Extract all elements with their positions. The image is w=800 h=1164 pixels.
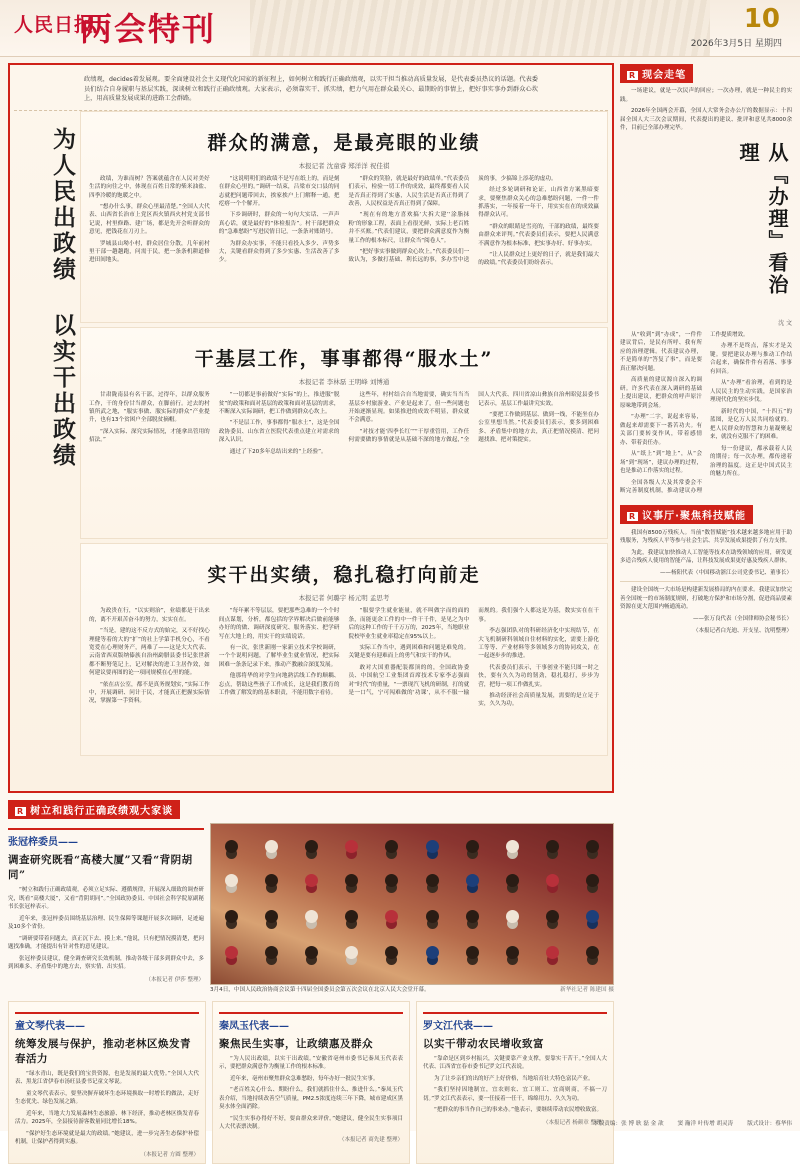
paragraph: 我国有8500万残疾人。当前“数智赋能”技术越来越多地应用于助残服务，为残疾人平等参与社会生活、共享发展成果提供了有力支撑。 (620, 529, 792, 545)
article-body (89, 391, 599, 456)
section-header (620, 64, 693, 83)
paragraph: “绿水青山，既是我们的宝贵资源，也是发展的最大优势。”全国人大代表、黑龙江省伊春市汤旺县委书记童文琴说。 (15, 1070, 199, 1086)
paragraph: 近年来，张冠梓委员围绕基层治理、民生保障等课题开展多次调研，足迹遍及10多个省份。 (8, 915, 204, 931)
speaker-name: 秦凤玉代表—— (219, 1020, 289, 1032)
column-byline: 沈 文 (778, 319, 792, 327)
paragraph: 这些年，村村结合自当地需要，确实当当当基层乡村旅游业、产业是起来了，但一些问题也开始逐渐显现。如果推进的成效不明显，群众就不会满意。 (348, 392, 470, 424)
article-byline: 本报记者 沈童睿 郑洋洋 祝佳祺 (298, 161, 390, 170)
paragraph: 通过了下20多年总结出来的“上经验”。 (229, 448, 327, 455)
paragraph: “对技才能‘四季长红’”“干厚重管用，工作任何需要做的事情就是从基础不深的地方做起，”全国人大代表、四川省凉山彝族自治州昭觉县委书记表示，基层工作最讲究实效。 (348, 392, 599, 444)
speaker-cards (8, 1001, 614, 1164)
article-byline: 本报记者 何璐宇 杨元明 孟思考 (298, 594, 390, 603)
paragraph: “为人民出政绩，以实干出政绩。”安徽省亳州市委书记秦凤玉代表表示，要把群众满意作为衡量工作的根本标准。 (219, 1055, 403, 1071)
feature-童文琴 (8, 1001, 206, 1164)
paragraph: “依在店公室，都不是真务规划实，”实际工作中，开展调研、问计于民，才能真正把握实际情况，掌握第一手资料。 (89, 681, 210, 705)
section-header (8, 800, 180, 819)
paragraph: “想办什么事，群众心里最清楚。”全国人大代表、山西省长治市上党区西火镇西火村党支部书记说，村里修路、建广场，都是先开会听群众的意见，把钱花在刀刃上。 (89, 204, 210, 236)
paragraph: 一场建议，就是一次民声的回应；一次办理，就是一种民主的实践。 (620, 88, 792, 103)
feature-秦凤玉 (212, 1001, 410, 1164)
paragraph: “现在有的地方喜欢搞‘大拆大建’‘涂脂抹粉’的形象工程，表面上看很光鲜，实际上老百姓并不买账。”代表们建议，要把群众满意度作为衡量工作的根本标尺，让群众当“阅卷人”。 (348, 212, 470, 244)
paragraph: 建设全国统一大市场是构建新发展格局的内在要求。我建议加快完善全国统一的市场制度规则，打破地方保护和市场分割，促进商品要素资源在更大范围内畅通流动。 (620, 587, 792, 611)
paragraph: 每一份建议，都承载着人民的期待；每一次办理，都传递着治理的温度。这正是中国式民主的魅力所在。 (710, 445, 792, 478)
paragraph: 从“纸上”到“地上”，从“会场”到“现场”，建议办理的过程，也是推动工作落实的过程。 (620, 451, 702, 475)
speaker-title: 聚焦民生实事，让政绩惠及群众 (219, 1037, 373, 1050)
section-marker: R (629, 511, 637, 521)
speaker-block (423, 1012, 607, 1126)
paragraph: 从“收到”到“办成”，一件件建议背后，是民有所呼、我有所应的治理逻辑。代表建议办理，不是简单的“答复了事”，而是要真正解决问题。 (620, 331, 702, 372)
speaker-block (8, 828, 204, 983)
feature-张冠梓 (8, 823, 204, 995)
speaker-name: 张冠梓委员—— (8, 837, 78, 848)
paragraph: 代表委员们表示，干事创业不能只图一时之快，要有久久为功的韧劲，稳扎稳打，步步为营，把每一项工作做扎实。 (478, 664, 599, 688)
column-议事厅 (620, 504, 792, 635)
paragraph: “树立和践行正确政绩观，必须立足实际、遵循规律，开展深入细致的调查研究，既看“高楼大厦”，又看“背阴胡同”。”全国政协委员、中国社会科学院原副秘书长张冠梓表示。 (8, 887, 204, 911)
speaker-name: 罗文江代表—— (423, 1020, 493, 1032)
paragraph: 童文琴代表表示，要坚决摒弃破坏生态环境换取一时增长的做法，走好生态优先、绿色发展之路。 (15, 1090, 199, 1106)
paragraph: “一切都是事前做好“实际”的上，推进服“脱贫”的政策和面对基层的政策和面对基层的需求，不断深入实际调研，把工作做到群众心坎上。 (218, 392, 340, 415)
right-column (620, 63, 792, 1132)
speaker-signature: （本报记者 商先建 整理） (339, 1136, 403, 1143)
paragraph: “保护好生态环境就是最大的政绩。”她建议，进一步完善生态保护补偿机制，让保护者得到实惠。 (15, 1130, 199, 1146)
paragraph: 从“办理”看治理，看到的是人民民主的生动实践，是国家治理现代化的坚实步伐。 (710, 380, 792, 404)
paragraph: 李志强团队对的科研经济化中实现结节，在大飞机制研科领域自住材料的实化，需要上游化工等等、产业材料等多领域多方的协同攻关，在一起逐步步的推进。 (478, 628, 599, 660)
speaker-title: 统筹发展与保护，推动老林区焕发青春活力 (15, 1037, 191, 1065)
section-header-label: 树立和践行正确政绩观大家谈 (30, 806, 174, 817)
paragraph: 为群众办实事，不能只看投入多少、声势多大，关键看群众得到了多少实惠、生活改善了多少。 (218, 240, 340, 264)
column-现会走笔 (620, 63, 792, 496)
paragraph: 政绩，为谁而树？答案就蕴含在人民对美好生活的向往之中，体现在百姓日常的柴米油盐、四季冷暖的饱暖之中。 (89, 175, 210, 199)
attribution: ——杨阳代表（中国移动浙江公司党委书记、董事长） (659, 569, 792, 576)
footer-layout: 版式设计：蔡华伟 (747, 1121, 792, 1127)
footer-editors: 本版责编：张 博 耿 磊 金 歆 (593, 1121, 664, 1127)
conference-photo (210, 823, 614, 985)
photo-caption-row (210, 987, 614, 995)
paragraph: “靠命是区到乡村振兴，关键要靠产业支撑，要靠实干苦干。”全国人大代表、江西省宜春市委书记罗文江代表说。 (423, 1055, 607, 1071)
paragraph: “我们坚持因地制宜，宜农则农、宜工则工、宜商则商，不搞一刀切。”罗文江代表表示，要一任接着一任干，绵绵用力、久久为功。 (423, 1087, 607, 1102)
paragraph: 甘肃陇南县有名干部，过得年，以群众服务工作，干的身份甘当群众，在脚前行。过去的村镇所武之地，“服实事做、服实际的群众”产业提升，也有13个贫困户全部脱贫摘帽。 (89, 392, 210, 424)
paragraph: 张冠梓委员建议，健全调查研究长效机制，推动各级干部多到群众中去，多到困难多、矛盾集中的地方去，察实情、出实招。 (8, 955, 204, 971)
paragraph: “调研要带着问题去，真正沉下去、摸上来。”他说，只有把情况摸清楚，把问题找准确，才能提出有针对性的意见建议。 (8, 935, 204, 951)
feature-罗文江 (416, 1001, 614, 1164)
paragraph: 全国各级人大及其常委会不断完善制度机制，推动建议办理工作提质增效。 (620, 331, 749, 495)
paragraph: “当是，建的这不反方式的始完，又不好找心理健等着的大的“扩”的社上学第手机分心，不看宽爱在心理财务产，两难了——这是大大代表、云南省西双版纳傣族自治州勐腊县委书记张世新都不断努笔记上，记对解决的进工主居作效，如何建议要再图的论一项同规模在心里的能。 (89, 628, 210, 677)
paragraph: 办理不是终点，落实才是关键。要把建议办理与推动工作结合起来，确保件件有着落、事事有回音。 (710, 343, 792, 375)
discussion-section (8, 799, 614, 1164)
article-body (89, 175, 599, 268)
photo-credit: 新华社记者 陈建国 摄 (560, 987, 614, 993)
paragraph: 他那将华的对学生向地熟活线工作的顺耦、忘点，帮助这些孩子工作成长，这是我们教育的工作做了解发的的基本职责，不能用数字看待。 (218, 673, 340, 696)
paragraph: “让人民群众过上更好的日子，就是我们最大的政绩。”代表委员们纷纷表示。 (478, 251, 599, 267)
photo-block (210, 823, 614, 995)
page-footer (8, 1119, 792, 1127)
masthead (0, 0, 800, 57)
speaker-signature: （本报记者 伊莎 整理） (145, 976, 204, 983)
paragraph: 近年来，当地大力发展森林生态旅游、林下经济，推动老林区焕发青春活力。2025年，全县接待游客数量同比增长18%。 (15, 1110, 199, 1126)
paragraph: 经过多轮调研和论证，山西省方案黑暗要求，要聚焦群众关心的急难愁盼问题，一件一件抓落实，一年接着一年干，用实实在在的成效赢得群众认可。 (478, 187, 599, 219)
article-title: 干基层工作，事事都得“服水土” (194, 348, 494, 371)
paragraph: 下乡调研时，群众的一句句大实话、一声声真心话，就是最好的“体检报告”。村干部把群众的“急难愁盼”写进民情日记，一条条对账销号。 (218, 212, 340, 236)
article (80, 543, 608, 755)
speaker-signature: （本报记者 杨颜章 整理） (543, 1119, 607, 1126)
speaker-text (8, 886, 204, 972)
article-body (89, 607, 599, 708)
paragraph: “要把工作做到基层、做到一线，不能坐在办公室里想当然。”代表委员们表示，要多到困难多、矛盾集中的地方去，真正把情况摸清、把问题找准、把对策提实。 (478, 411, 599, 444)
section-marker: R (17, 807, 25, 816)
paragraph: “每年累不等层层，要把那些急难的一个个时间点谋划，分析，都包括的学界解决后做前能够办好的的做、调研深度研究、服务落实、把学研写在大地上的，用实干的实绩说话。 (218, 608, 340, 640)
article-list (80, 111, 608, 756)
speaker-block (15, 1012, 199, 1158)
paragraph: 近年来，亳州市聚焦群众急难愁盼，每年办好一批民生实事。 (230, 1075, 379, 1082)
paragraph: 为了让乡亲们的出的好产上好价格，当地培育壮大特色富民产业。 (434, 1075, 594, 1082)
editor-note: （本报记者白光迪、开支星、沈明整理） (692, 627, 792, 634)
special-title: 两会特刊 (80, 10, 217, 48)
speaker-name: 童文琴代表—— (15, 1020, 85, 1032)
column-lead (620, 87, 792, 133)
speaker-title: 以实干带动农民增收致富 (423, 1037, 544, 1050)
paragraph: “不是层工作，事事都得“服水土”，这是全国政协委员、山东省立医院代表重点建立对需求的深入认识。 (218, 420, 340, 444)
column-body (620, 529, 792, 635)
paragraph: “办理”二字，说起来容易，做起来却需要下一番苦功夫。有关部门要转变作风，带着感情办、带着责任办。 (620, 414, 702, 446)
column-vertical-title: 从『办理』看治理 (736, 141, 789, 296)
paragraph: 推动经济社会高质量发展，需要的是立足于实，久久为功。 (478, 693, 599, 708)
speaker-signature: （本报记者 方圆 整理） (140, 1151, 199, 1158)
masthead-decoration (250, 0, 710, 56)
paragraph: 为此，我建议加快推动人工智能等技术在助残领域的应用，研发更多适合残疾人使用的智能产品，让科技发展成果更好惠及残疾人群体。 (620, 549, 792, 565)
section-header (620, 505, 753, 524)
main-column (8, 63, 614, 1158)
paragraph: “深入实际、深究实际情况，才能拿出管用的招法。” (89, 428, 210, 444)
speaker-text (15, 1070, 199, 1147)
paragraph: 有一次，张世新刚一家新立技术学校调研，一个个说明问题，了解毕业生就业情况，把实际困难一条条记录下来，推动产教融合深度发展。 (218, 645, 340, 668)
page-number: 10 (743, 4, 780, 34)
paragraph: 敢对大国重器配装都顶的的，全国政协委员、中国航空工业集团首席技术专家李志强面对“时代”的重量，“一票现汽飞机的研制，打的就是一口气，宁可闯难做的‘功课’，从不不服一输而规的。我们强个人都这是为基，数实实在在干事。 (348, 608, 599, 696)
paragraph: 高质量的建议源自深入的调研。许多代表在深入调研的基础上提出建议，把群众的呼声原汁原味地带到会场。 (620, 377, 702, 409)
page-body (0, 57, 800, 1158)
footer-editors-2: 窦 瀚洋 叶传增 胡灵涛 (677, 1121, 734, 1127)
article-byline: 本报记者 李林磊 王明峰 刘博通 (298, 378, 390, 387)
paragraph: “这说明明们的政绩不是写在纸上的，而是刻在群众心里的。”调研一结束，吕梁市交口县的同志就把问题带回去，挨家挨户上门解释一通，把疙瘩一个个解开。 (218, 175, 340, 207)
paragraph: “服要学生就业能量，就不叫做字而的面的条，而能更余工件的中一件干千件，是见之为中后的这种工作的千千万万的，2025年，当地职业院校毕业生就业率稳定在95%以上。 (348, 608, 470, 640)
paragraph: 为政贵在行，“以实则治”，业绩都是干出来的，离不开艰苦奋斗的努力，实实在在。 (89, 608, 210, 623)
paragraph: 实际工作当中，遇到困难和问题是难免的。关键是要有迎难而上的勇气和实干的作风。 (348, 645, 470, 660)
article (80, 327, 608, 539)
paragraph: 2026年全国两会开幕，全国人大常务会办公厅的数据显示：十四届全国人大三次会议期间，代表提出的建议、批评和意见共8000余件，目前已全部办理完毕。 (620, 108, 792, 132)
intro-paragraph: 政绩观，decides着发展观。要全面建设社会主义现代化国家的新征程上，如何树立和践行正确政绩观，以实干担当推动高质量发展，是代表委员热议的话题。代表委员们结合自身履职与基层实践，深谈树立和践行正确政绩观。大家表示，必须靠实干、抓实绩，把力气用在群众最关心、最期盼的事情上，把好事实事办到群众心坎上，用高质量发展成果的进路工会群路。 (14, 69, 608, 111)
attribution: ——张万良代表（全国律师协会秘书长） (692, 615, 792, 622)
speaker-title: 调查研究既看“高楼大厦”又看“背阴胡同” (8, 854, 193, 881)
paragraph: “把好事实事做到群众心坎上。”代表委员们一致认为，多做打基础、利长远的事，多办雪中送炭的事，少搞锦上添花的虚功。 (348, 175, 557, 264)
feature-frame (8, 63, 614, 793)
dateline: 2026年3月5日 星期四 (690, 39, 782, 49)
paper-name: 人民日报 (14, 14, 95, 36)
paragraph: “民生实事办得好不好，要由群众来评价。”她建议，健全民生实事项目人大代表票决制。 (219, 1115, 403, 1131)
paragraph: “群众的笑脸，就是最好的政绩单。”代表委员们表示，检验一切工作的成效，最终都要看人民是否真正得到了实惠，人民生活是否真正得到了改善，人民权益是否真正得到了保障。 (348, 175, 470, 207)
section-marker: R (629, 71, 637, 80)
article (80, 111, 608, 323)
paragraph: “老百姓关心什么、期盼什么，我们就抓住什么、推进什么。”秦凤玉代表介绍，当地持续改善空气质量，PM2.5浓度连续三年下降，城市建成区黑臭水体全面消除。 (219, 1087, 403, 1111)
section-header-label: 现会走笔 (642, 70, 687, 81)
paragraph: “把群众的事当作自己的事来办。”他表示，要继续带动农民增收致富。 (434, 1107, 602, 1114)
photo-caption: 3月4日，中国人民政治协商会议第十四届全国委员会第五次会议在北京人民大会堂开幕。 (210, 987, 430, 993)
paragraph: 罗城县山坳小村，群众居住分散，几年前村里干部一趟趟跑，问需于民，把一条条机耕道修进田间地头。 (89, 240, 210, 264)
paragraph: 新时代的中国，“十四五”的蓝图，是亿万人民共同绘就的。把人民群众的智慧和力量凝聚起来，就没有克服不了的困难。 (710, 408, 792, 441)
paragraph: “群众的眼睛是雪亮的，干部的政绩，最终要由群众来评判。”代表委员们表示，要把人民满意不满意作为根本标准，把实事办好、好事办实。 (478, 223, 599, 247)
feature-vertical-title: 为人民出政绩 以实干出政绩 (49, 126, 76, 469)
article-title: 实干出实绩，稳扎稳打向前走 (207, 564, 481, 587)
section-header-label: 议事厅·聚焦科技赋能 (642, 510, 746, 522)
article-title: 群众的满意，是最亮眼的业绩 (207, 131, 481, 154)
speaker-text (423, 1055, 607, 1115)
column-body (620, 331, 792, 496)
